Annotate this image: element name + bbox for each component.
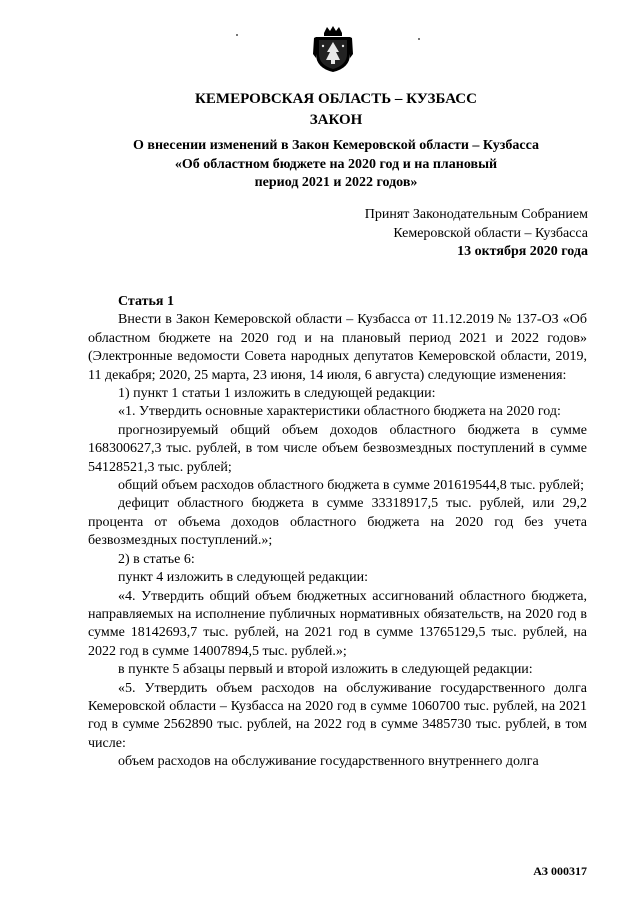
adoption-date: 13 октября 2020 года	[457, 244, 588, 259]
law-subject-line: «Об областном бюджете на 2020 год и на плановый	[174, 156, 498, 172]
paragraph: 1) пункт 1 статьи 1 изложить в следующей редакции:	[118, 386, 436, 402]
document-type: ЗАКОН	[309, 112, 363, 128]
paragraph: «5. Утвердить объем расходов на обслуживание государственного долга Кемеровской области – Кузбасса на 2020 год в сумме 1060700 тыс. рублей, на 2021 год в сумме 2562890 тыс. рублей, на 2022 год в сумме 3485730 тыс. рублей, в том числе:	[88, 680, 587, 751]
paragraph: дефицит областного бюджета в сумме 33318917,5 тыс. рублей, или 29,2 процента от объема доходов областного бюджета на 2020 год без учета безвозмездных поступлений.»;	[88, 496, 587, 549]
paragraph: Внести в Закон Кемеровской области – Кузбасса от 11.12.2019 № 137-ОЗ «Об областном бюджете на 2020 год и на плановый период 2021 и 2022 годов» (Электронные ведомости Совета народных депутатов Кемеровской области, 2019, 11 декабря; 2020, 25 марта, 23 июня, 14 июля, 6 августа) следующие изменения:	[88, 312, 587, 383]
paragraph: объем расходов на обслуживание государственного внутреннего долга	[118, 754, 539, 770]
paragraph: пункт 4 изложить в следующей редакции:	[118, 570, 368, 586]
paragraph: в пункте 5 абзацы первый и второй изложить в следующей редакции:	[118, 662, 533, 678]
coat-of-arms-icon	[312, 24, 354, 74]
law-subject-line: О внесении изменений в Закон Кемеровской области – Кузбасса	[133, 138, 539, 153]
adoption-block	[365, 206, 588, 262]
paragraph: «1. Утвердить основные характеристики областного бюджета на 2020 год:	[118, 404, 561, 420]
document-serial-stamp: АЗ 000317	[533, 864, 587, 878]
article-body	[88, 293, 587, 772]
paragraph: прогнозируемый общий объем доходов областного бюджета в сумме 168300627,3 тыс. рублей, в том числе объем безвозмездных поступлений в сумме 54128521,3 тыс. рублей;	[88, 422, 587, 475]
region-title: КЕМЕРОВСКАЯ ОБЛАСТЬ – КУЗБАСС	[195, 91, 477, 107]
article-heading: Статья 1	[118, 294, 174, 309]
paragraph: «4. Утвердить общий объем бюджетных ассигнований областного бюджета, направляемых на исполнение публичных нормативных обязательств, на 2020 год в сумме 18142693,7 тыс. рублей, на 2021 год в сумме 13765129,5 тыс. рублей, на 2022 год в сумме 14007894,5 тыс. рублей.»;	[88, 588, 587, 659]
law-subject	[80, 137, 592, 193]
law-subject-line: период 2021 и 2022 годов»	[254, 175, 418, 190]
adopted-by-line: Кемеровской области – Кузбасса	[393, 225, 588, 241]
paragraph: общий объем расходов областного бюджета в сумме 201619544,8 тыс. рублей;	[118, 478, 585, 494]
paragraph: 2) в статье 6:	[118, 551, 195, 567]
scan-speck	[418, 38, 420, 40]
adopted-by-line: Принят Законодательным Собранием	[364, 207, 588, 222]
scan-speck	[236, 34, 238, 36]
